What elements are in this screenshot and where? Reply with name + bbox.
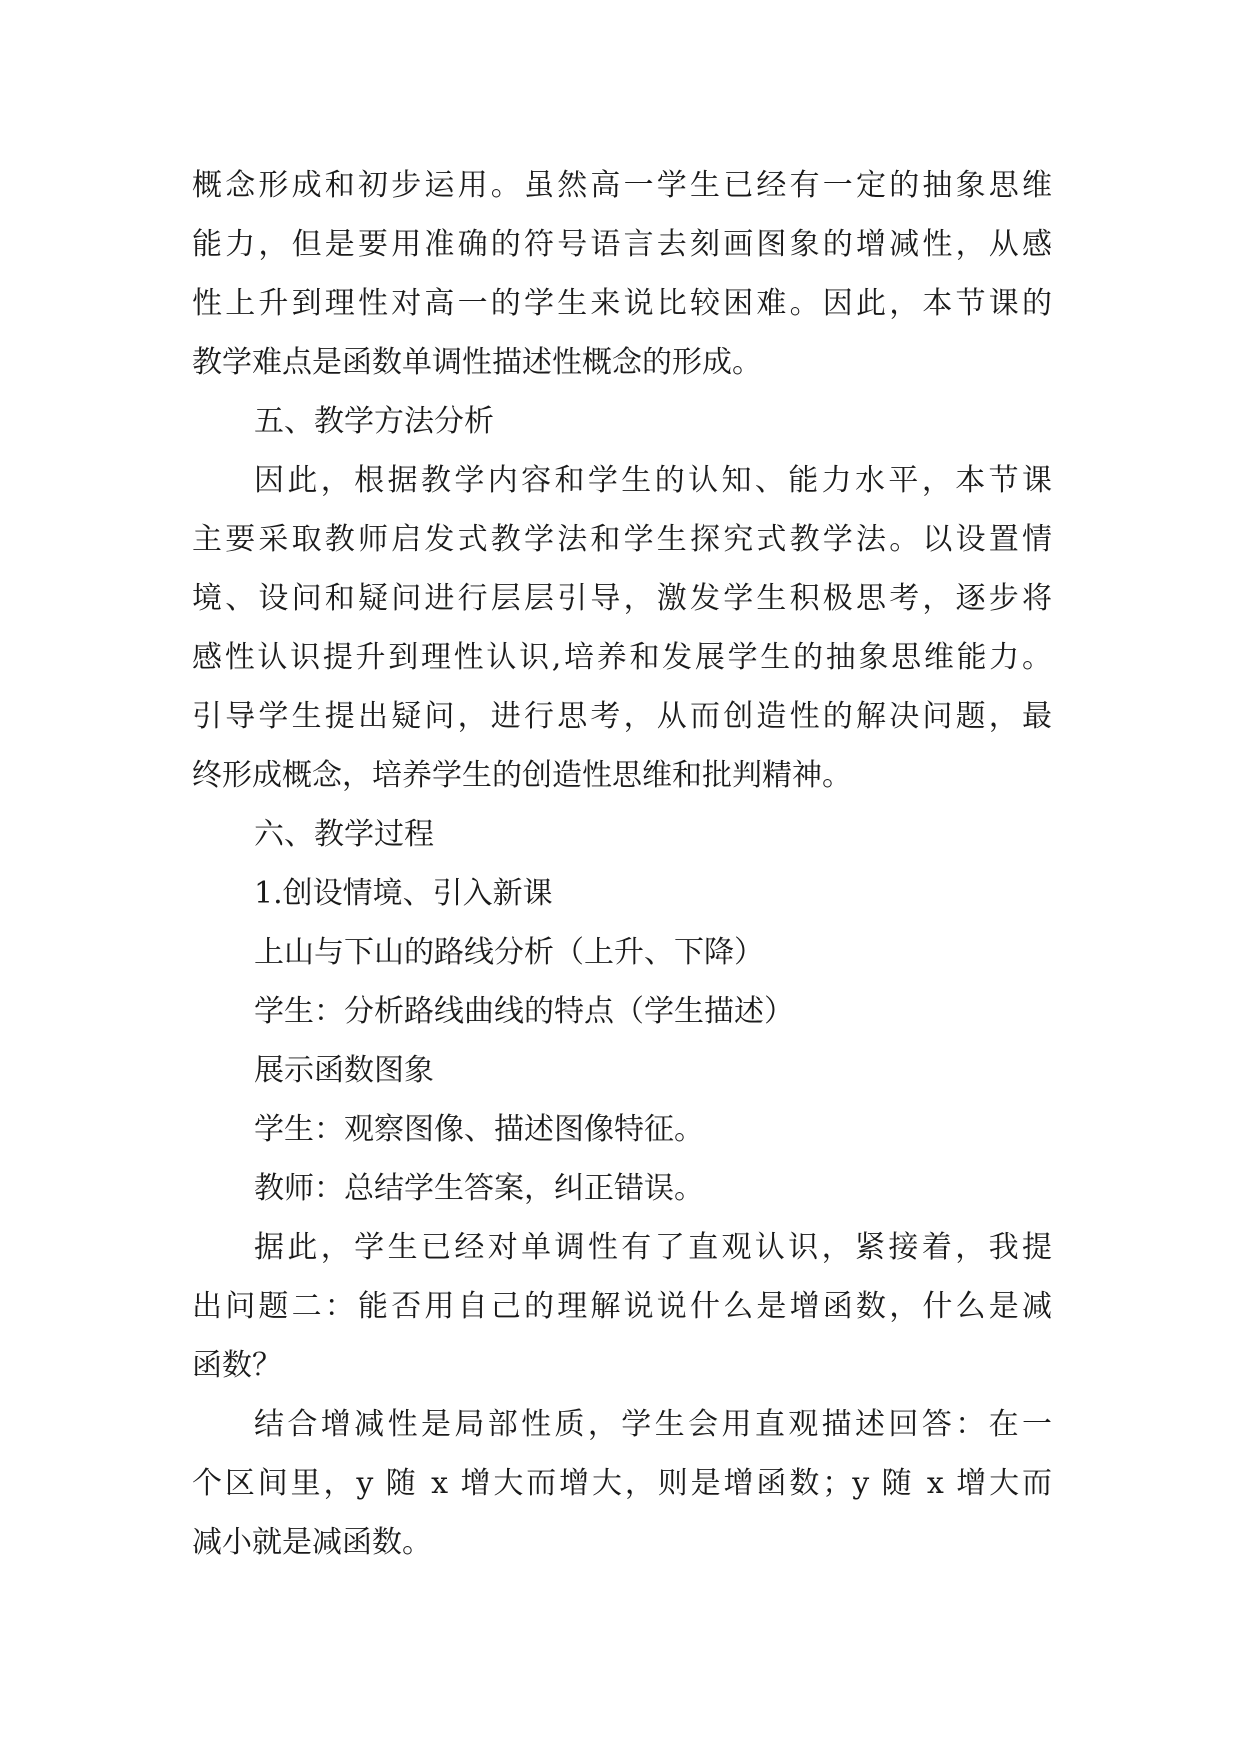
text-line: 教师：总结学生答案，纠正错误。 xyxy=(254,1171,704,1206)
text-line: 因此，根据教学内容和学生的认知、能力水平，本节课 xyxy=(254,463,1052,498)
subsection-heading: 1.创设情境、引入新课 xyxy=(254,876,553,911)
text-line: 展示函数图象 xyxy=(254,1053,434,1088)
text-line: 概念形成和初步运用。虽然高一学生已经有一定的抽象思维 xyxy=(192,168,1052,203)
section-heading: 六、教学过程 xyxy=(254,817,434,852)
text-line: 减小就是减函数。 xyxy=(192,1525,432,1560)
text-line: 感性认识提升到理性认识,培养和发展学生的抽象思维能力。 xyxy=(192,640,1052,675)
text-line: 结合增减性是局部性质，学生会用直观描述回答：在一 xyxy=(254,1407,1052,1442)
text-line: 引导学生提出疑问，进行思考，从而创造性的解决问题，最 xyxy=(192,699,1052,734)
text-line: 据此，学生已经对单调性有了直观认识，紧接着，我提 xyxy=(254,1230,1052,1265)
text-line: 终形成概念，培养学生的创造性思维和批判精神。 xyxy=(192,758,852,793)
text-line: 上山与下山的路线分析（上升、下降） xyxy=(254,935,764,970)
text-line: 教学难点是函数单调性描述性概念的形成。 xyxy=(192,345,762,380)
text-line: 境、设问和疑问进行层层引导，激发学生积极思考，逐步将 xyxy=(192,581,1052,616)
text-line: 学生：分析路线曲线的特点（学生描述） xyxy=(254,994,794,1029)
text-line: 函数？ xyxy=(192,1348,282,1383)
text-line: 能力，但是要用准确的符号语言去刻画图象的增减性，从感 xyxy=(192,227,1052,262)
text-line: 主要采取教师启发式教学法和学生探究式教学法。以设置情 xyxy=(192,522,1052,557)
text-line: 个区间里，y 随 x 增大而增大，则是增函数；y 随 x 增大而 xyxy=(192,1466,1052,1501)
text-line: 学生：观察图像、描述图像特征。 xyxy=(254,1112,704,1147)
text-line: 性上升到理性对高一的学生来说比较困难。因此，本节课的 xyxy=(192,286,1052,321)
text-line: 出问题二：能否用自己的理解说说什么是增函数，什么是减 xyxy=(192,1289,1052,1324)
section-heading: 五、教学方法分析 xyxy=(254,404,494,439)
